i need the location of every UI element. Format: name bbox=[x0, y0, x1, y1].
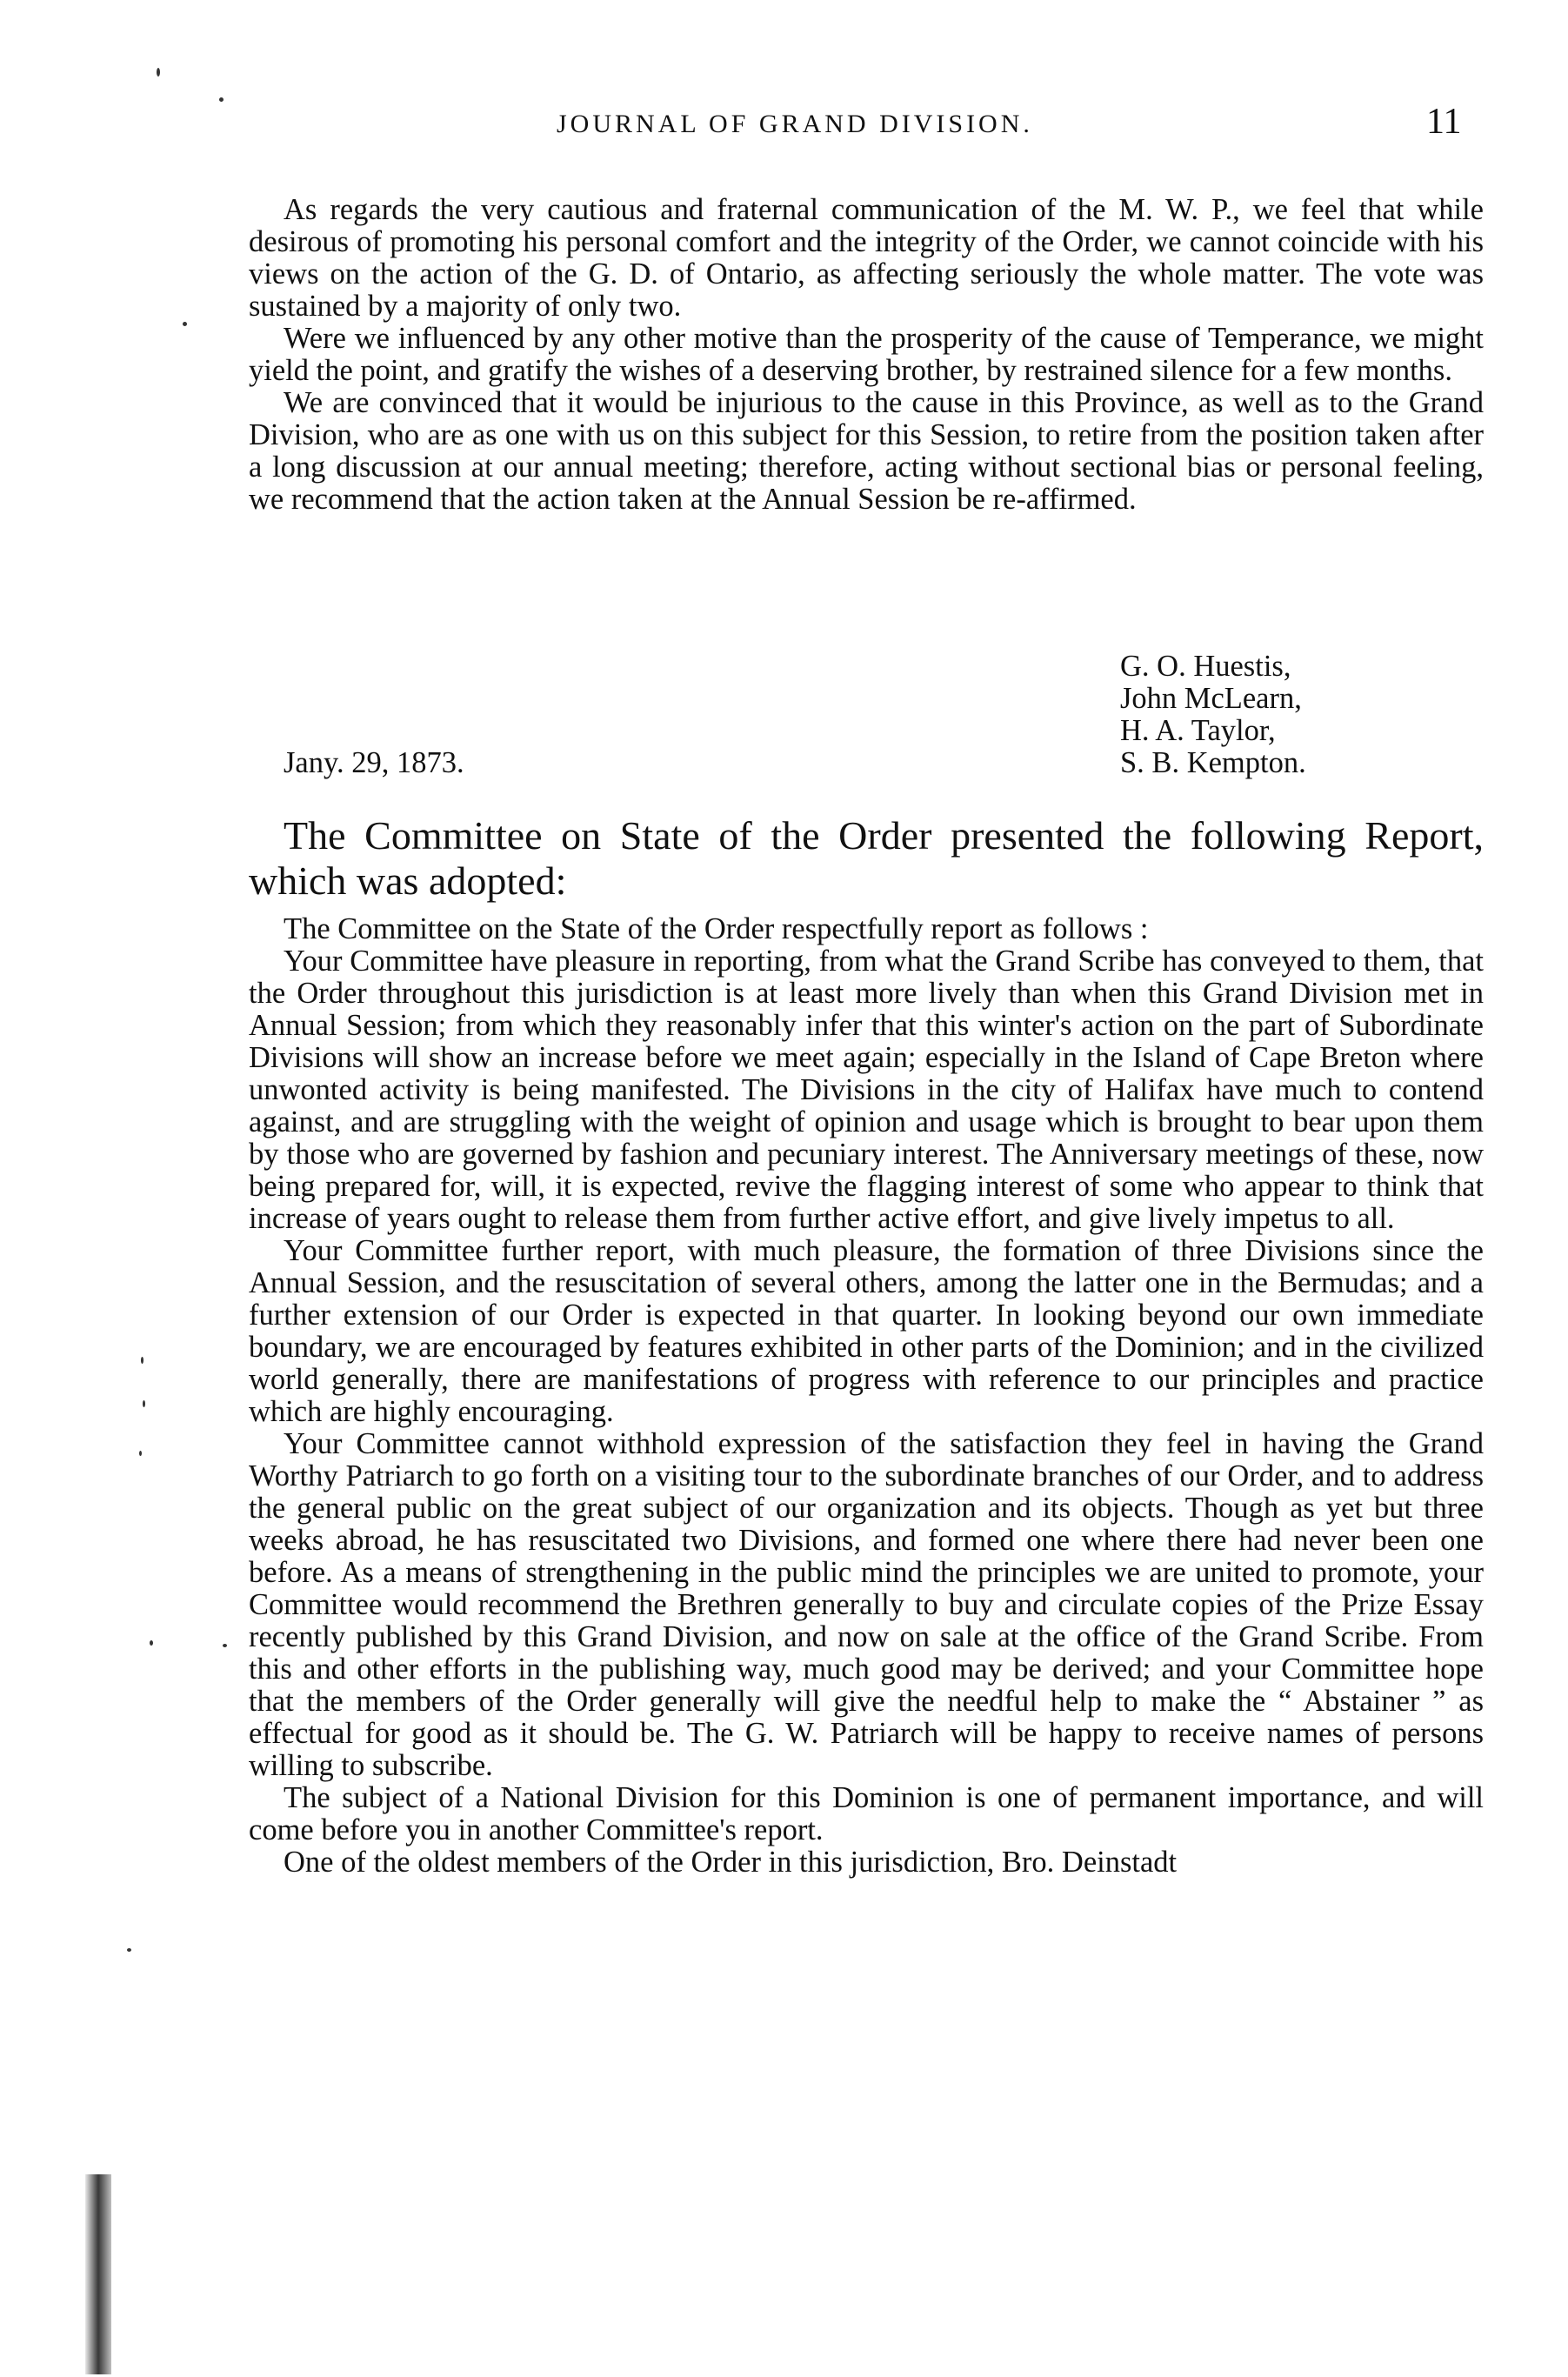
paragraph: Your Committee further report, with much pleasure, the formation of three Divisions since the Annual Session, and the resuscitation of several others, among the latter one in the Bermudas; and a further extension of our Order is expected in that quarter. In looking beyond our own immediate boundary, we are encouraged by features exhibited in other parts of the Dominion; and in the civilized world generally, there are manifestations of progress with reference to our principles and practice which are highly encouraging. bbox=[249, 1234, 1484, 1428]
paragraph: We are convinced that it would be injurious to the cause in this Province, as well as to the Grand Division, who are as one with us on this subject for this Session, to retire from the position taken after a long discussion at our annual meeting; therefore, acting without sectional bias or personal feeling, we recommend that the action taken at the Annual Session be re-affirmed. bbox=[249, 386, 1484, 516]
signer-name: S. B. Kempton. bbox=[1120, 746, 1306, 779]
report-heading: The Committee on State of the Order presented the following Report, which was adopted: bbox=[249, 813, 1484, 903]
scan-speck bbox=[143, 1400, 145, 1407]
scan-speck bbox=[139, 1451, 142, 1456]
paragraph: As regards the very cautious and fraternal communication of the M. W. P., we feel that while desirous of promoting his personal comfort and the integrity of the Order, we cannot coincide with his views on the action of the G. D. of Ontario, as affecting seriously the whole matter. The vote was sustained by a majority of only two. bbox=[249, 193, 1484, 323]
signer-name: G. O. Huestis, bbox=[1120, 650, 1291, 683]
scan-speck bbox=[183, 322, 187, 326]
state-of-order-report bbox=[249, 913, 1484, 1879]
signer-list bbox=[1120, 651, 1306, 779]
page-number: 11 bbox=[1426, 102, 1462, 142]
paragraph: Your Committee have pleasure in reporting, from what the Grand Scribe has conveyed to them, that the Order throughout this jurisdiction is at least more lively than when this Grand Division met in Annual Session; from which they reasonably infer that this winter's action on the part of Subordinate Divisions will show an increase before we meet again; especially in the Island of Cape Breton where unwonted activity is being manifested. The Divisions in the city of Halifax have much to contend against, and are struggling with the weight of opinion and usage which is brought to bear upon them by those who are governed by fashion and pecuniary interest. The Anniversary meetings of these, now being prepared for, will, it is expected, revive the flagging interest of some who appear to think that increase of years ought to release them from further active effort, and give lively impetus to all. bbox=[249, 945, 1484, 1235]
signer-name: H. A. Taylor, bbox=[1120, 714, 1276, 747]
committee-reply-section bbox=[249, 194, 1484, 516]
scan-edge-shadow bbox=[85, 2174, 111, 2374]
scan-speck bbox=[150, 1640, 153, 1646]
paragraph: One of the oldest members of the Order in this jurisdiction, Bro. Deinstadt bbox=[284, 1846, 1178, 1879]
scan-speck bbox=[223, 1644, 227, 1647]
paragraph: Were we influenced by any other motive than the prosperity of the cause of Temperance, we might yield the point, and gratify the wishes of a deserving brother, by restrained silence for a few months. bbox=[249, 322, 1484, 387]
scan-speck bbox=[219, 97, 224, 102]
paragraph: The Committee on the State of the Order respectfully report as follows : bbox=[284, 912, 1149, 945]
running-title: JOURNAL OF GRAND DIVISION. bbox=[557, 110, 1033, 138]
scan-speck bbox=[127, 1948, 131, 1952]
scan-speck bbox=[141, 1357, 143, 1364]
signature-date: Jany. 29, 1873. bbox=[284, 746, 464, 779]
scan-speck bbox=[157, 68, 160, 77]
paragraph: Your Committee cannot withhold expression of the satisfaction they feel in having the Grand Worthy Patriarch to go forth on a visiting tour to the subordinate branches of our Order, and to address the general public on the great subject of our organization and its objects. Though as yet but three weeks abroad, he has resuscitated two Divisions, and formed one where there had never been one before. As a means of strengthening in the public mind the principles we are united to promote, your Committee would recommend the Brethren generally to buy and circulate copies of the Prize Essay recently published by this Grand Division, and now on sale at the office of the Grand Scribe. From this and other efforts in the publishing way, much good may be derived; and your Committee hope that the members of the Order generally will give the needful help to make the “ Abstainer ” as effectual for good as it should be. The G. W. Patriarch will be happy to receive names of persons willing to subscribe. bbox=[249, 1427, 1484, 1782]
signer-name: John McLearn, bbox=[1120, 682, 1302, 715]
signature-block bbox=[249, 651, 1484, 790]
paragraph: The subject of a National Division for this Dominion is one of permanent importance, and will come before you in another Committee's report. bbox=[249, 1781, 1484, 1846]
